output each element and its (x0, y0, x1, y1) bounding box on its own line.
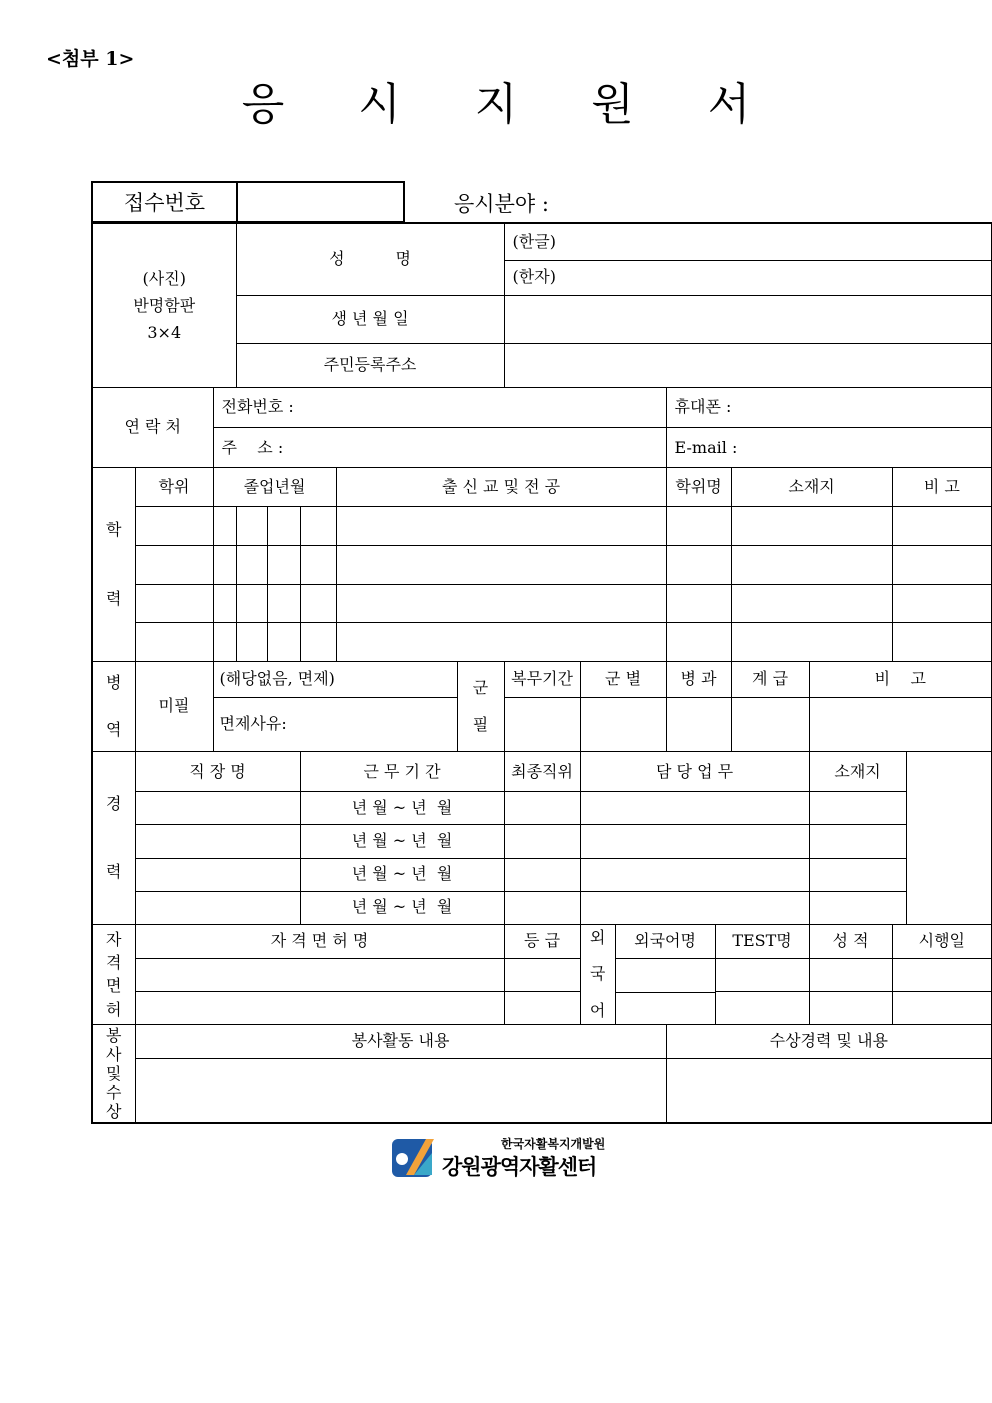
education-row (92, 584, 992, 622)
edu-cell[interactable] (300, 507, 336, 545)
address-label: 주민등록주소 (236, 343, 504, 387)
career-cell[interactable] (580, 858, 809, 891)
career-cell[interactable] (580, 891, 809, 924)
edu-cell[interactable] (731, 507, 892, 545)
edu-cell[interactable] (135, 507, 213, 545)
edu-cell[interactable] (336, 545, 666, 584)
career-header-location: 소재지 (809, 752, 906, 792)
application-form-table (91, 222, 992, 1124)
license-cell[interactable] (135, 958, 504, 991)
logo-subtitle: 한국자활복지개발원 (501, 1137, 606, 1151)
military-not-served-label: 미필 (135, 661, 213, 751)
edu-header-graduation: 졸업년월 (213, 468, 336, 507)
edu-cell[interactable] (135, 584, 213, 622)
license-side-char-3: 면 (106, 976, 122, 996)
lang-cell[interactable] (715, 991, 809, 1024)
logo-emblem-icon (392, 1135, 436, 1179)
photo-dimension-label: 3×4 (147, 323, 182, 343)
career-cell[interactable] (809, 792, 906, 825)
volunteer-content-field[interactable] (135, 1059, 666, 1123)
license-cell[interactable] (504, 958, 580, 991)
mil-cell[interactable] (666, 698, 731, 752)
edu-cell[interactable] (666, 584, 731, 622)
license-cell[interactable] (504, 991, 580, 1024)
edu-cell[interactable] (213, 584, 236, 622)
edu-cell[interactable] (267, 507, 300, 545)
mobile-field[interactable]: 휴대폰 : (666, 388, 992, 428)
career-cell[interactable] (809, 858, 906, 891)
career-header-period: 근 무 기 간 (300, 752, 504, 792)
edu-header-degree: 학위 (135, 468, 213, 507)
edu-cell[interactable] (213, 507, 236, 545)
career-row (92, 792, 992, 825)
career-cell[interactable] (135, 858, 300, 891)
career-header-company: 직 장 명 (135, 752, 300, 792)
lang-name-cell[interactable] (616, 959, 715, 993)
edu-cell[interactable] (213, 545, 236, 584)
attachment-label: <첨부 1> (46, 48, 135, 70)
lang-cell[interactable] (892, 958, 992, 991)
mil-header-rank: 계 급 (731, 661, 809, 697)
edu-cell[interactable] (892, 545, 992, 584)
license-cell[interactable] (135, 991, 504, 1024)
career-period[interactable]: 년 월 ~ 년 월 (300, 858, 504, 891)
military-served-char-2: 필 (472, 714, 489, 734)
address-field[interactable] (504, 343, 992, 387)
license-header-name: 자 격 면 허 명 (135, 924, 504, 958)
volunteer-side-char-4: 수 (106, 1083, 122, 1103)
career-row (92, 825, 992, 858)
license-side-char-4: 허 (106, 999, 122, 1019)
edu-header-location: 소재지 (731, 468, 892, 507)
career-cell[interactable] (135, 891, 300, 924)
edu-cell[interactable] (300, 584, 336, 622)
email-field[interactable]: E-mail : (666, 428, 992, 468)
name-label: 성 명 (236, 223, 504, 295)
lang-cell[interactable] (809, 991, 892, 1024)
application-field-label: 응시분야 : (454, 192, 549, 216)
license-side-char-1: 자 (106, 930, 122, 950)
edu-cell[interactable] (336, 507, 666, 545)
photo-placeholder[interactable] (92, 223, 236, 388)
receipt-number-field[interactable] (237, 182, 404, 222)
award-header: 수상경력 및 내용 (666, 1025, 992, 1059)
career-row (92, 891, 992, 924)
license-side-label (92, 924, 135, 1024)
edu-header-degree-name: 학위명 (666, 468, 731, 507)
volunteer-side-label (92, 1025, 135, 1123)
education-row (92, 622, 992, 661)
edu-cell[interactable] (300, 622, 336, 661)
lang-header-date: 시행일 (892, 924, 992, 958)
name-hanja-field[interactable]: (한자) (504, 260, 992, 295)
lang-cell[interactable] (809, 958, 892, 991)
career-cell[interactable] (504, 891, 580, 924)
edu-cell[interactable] (731, 622, 892, 661)
mil-cell[interactable] (809, 698, 992, 752)
volunteer-side-char-5: 상 (106, 1102, 122, 1122)
contact-label: 연 락 처 (92, 388, 213, 468)
education-side-label (92, 468, 135, 662)
birth-date-label: 생 년 월 일 (236, 295, 504, 343)
career-period[interactable]: 년 월 ~ 년 월 (300, 792, 504, 825)
volunteer-side-char-3: 및 (106, 1063, 122, 1083)
career-cell[interactable] (504, 792, 580, 825)
receipt-box (91, 181, 405, 223)
photo-label: (사진) (142, 268, 186, 288)
edu-cell[interactable] (267, 622, 300, 661)
career-cell[interactable] (580, 792, 809, 825)
lang-cell[interactable] (892, 991, 992, 1024)
career-side-char-2: 력 (106, 861, 122, 881)
military-side-char-2: 역 (106, 719, 122, 739)
edu-cell[interactable] (135, 622, 213, 661)
volunteer-side-char-1: 봉 (106, 1025, 122, 1045)
edu-cell[interactable] (731, 545, 892, 584)
contact-address-field[interactable]: 주 소 : (213, 428, 666, 468)
logo-title: 강원광역자활센터 (442, 1155, 597, 1179)
education-row (92, 545, 992, 584)
form-title: 응 시 지 원 서 (241, 79, 781, 130)
receipt-label: 접수번호 (92, 182, 237, 222)
career-cell[interactable] (580, 825, 809, 858)
military-served-char-1: 군 (472, 678, 489, 698)
career-side-label (92, 752, 135, 925)
mil-cell[interactable] (504, 698, 580, 752)
career-header-position: 최종직위 (504, 752, 580, 792)
birth-date-field[interactable] (504, 295, 992, 343)
education-row (92, 507, 992, 545)
military-exempt-option[interactable]: (해당없음, 면제) (213, 661, 457, 697)
edu-cell[interactable] (731, 584, 892, 622)
edu-cell[interactable] (300, 545, 336, 584)
mil-cell[interactable] (731, 698, 809, 752)
lang-name-cell[interactable] (616, 993, 715, 1024)
career-cell[interactable] (504, 825, 580, 858)
education-side-char-2: 력 (106, 588, 122, 608)
volunteer-side-char-2: 사 (106, 1044, 122, 1064)
edu-cell[interactable] (336, 584, 666, 622)
mil-header-branch: 군 별 (580, 661, 666, 697)
license-header-grade: 등 급 (504, 924, 580, 958)
volunteer-header: 봉사활동 내용 (135, 1025, 666, 1059)
mil-header-note: 비 고 (809, 661, 992, 697)
edu-cell[interactable] (666, 622, 731, 661)
career-side-char-1: 경 (106, 793, 122, 813)
edu-cell[interactable] (666, 545, 731, 584)
edu-cell[interactable] (892, 584, 992, 622)
career-cell[interactable] (809, 891, 906, 924)
edu-cell[interactable] (236, 622, 267, 661)
language-side-char-2: 국 (589, 964, 606, 984)
career-period[interactable]: 년 월 ~ 년 월 (300, 891, 504, 924)
lang-header-test: TEST명 (715, 924, 809, 958)
edu-header-note: 비 고 (892, 468, 992, 507)
language-name-column (616, 925, 715, 1024)
edu-cell[interactable] (135, 545, 213, 584)
language-side-char-1: 외 (589, 927, 606, 947)
organization-logo (392, 1135, 606, 1181)
photo-size-label: 반명함판 (133, 295, 196, 315)
edu-cell[interactable] (236, 545, 267, 584)
edu-cell[interactable] (267, 545, 300, 584)
military-served-label (457, 661, 504, 751)
lang-header-score: 성 적 (809, 924, 892, 958)
edu-cell[interactable] (666, 507, 731, 545)
edu-cell[interactable] (236, 507, 267, 545)
career-cell[interactable] (809, 825, 906, 858)
edu-header-school-major: 출 신 교 및 전 공 (336, 468, 666, 507)
lang-cell[interactable] (715, 958, 809, 991)
military-side-char-1: 병 (106, 673, 122, 693)
edu-cell[interactable] (892, 507, 992, 545)
name-korean-field[interactable]: (한글) (504, 223, 992, 260)
logo-emblem-dot (396, 1153, 408, 1165)
mil-cell[interactable] (580, 698, 666, 752)
license-side-char-2: 격 (106, 953, 122, 973)
mil-header-specialty: 병 과 (666, 661, 731, 697)
military-exempt-reason[interactable]: 면제사유: (213, 698, 457, 752)
phone-field[interactable]: 전화번호 : (213, 388, 666, 428)
edu-cell[interactable] (267, 584, 300, 622)
career-header-duty: 담 당 업 무 (580, 752, 809, 792)
edu-cell[interactable] (336, 622, 666, 661)
career-cell[interactable] (135, 825, 300, 858)
career-cell[interactable] (135, 792, 300, 825)
career-row (92, 858, 992, 891)
education-side-char-1: 학 (106, 520, 122, 540)
language-side-cell (580, 924, 715, 1024)
edu-cell[interactable] (236, 584, 267, 622)
language-side-label (581, 925, 616, 1024)
edu-cell[interactable] (213, 622, 236, 661)
language-side-char-3: 어 (589, 1000, 606, 1020)
lang-header-name: 외국어명 (616, 925, 715, 959)
career-period[interactable]: 년 월 ~ 년 월 (300, 825, 504, 858)
award-content-field[interactable] (666, 1059, 992, 1123)
mil-header-period: 복무기간 (504, 661, 580, 697)
military-side-label (92, 661, 135, 751)
career-cell[interactable] (504, 858, 580, 891)
edu-cell[interactable] (892, 622, 992, 661)
